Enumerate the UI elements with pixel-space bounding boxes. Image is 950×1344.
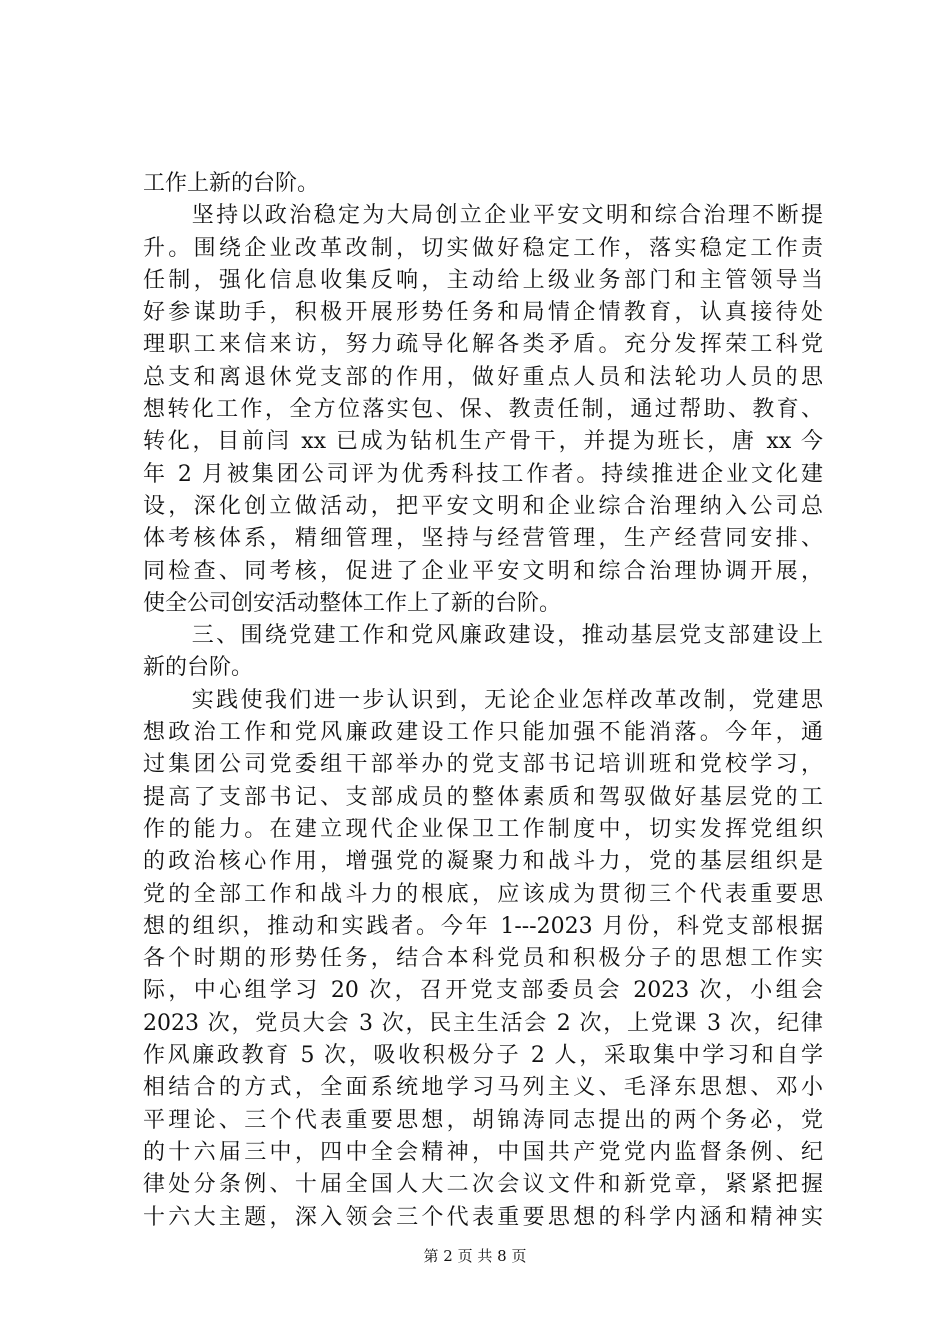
text-line: 实践使我们进一步认识到，无论企业怎样改革改制，党建思: [143, 687, 823, 713]
text-line: 党的全部工作和战斗力的根底，应该成为贯彻三个代表重要思: [143, 881, 823, 907]
text-line: 提高了支部书记、支部成员的整体素质和驾驭做好基层党的工: [143, 784, 823, 810]
text-line: 作风廉政教育 5 次，吸收积极分子 2 人，采取集中学习和自学: [143, 1043, 823, 1069]
text-line: 平理论、三个代表重要思想，胡锦涛同志提出的两个务必，党: [143, 1107, 823, 1133]
text-line: 工作上新的台阶。: [143, 171, 320, 196]
text-line: 年 2 月被集团公司评为优秀科技工作者。持续推进企业文化建: [143, 461, 823, 487]
text-line: 律处分条例、十届全国人大二次会议文件和新党章，紧紧把握: [143, 1172, 823, 1198]
text-line: 作的能力。在建立现代企业保卫工作制度中，切实发挥党组织: [143, 816, 823, 842]
text-line: 相结合的方式，全面系统地学习马列主义、毛泽东思想、邓小: [143, 1075, 823, 1101]
text-line: 的十六届三中，四中全会精神，中国共产党党内监督条例、纪: [143, 1139, 823, 1165]
text-line: 任制，强化信息收集反响，主动给上级业务部门和主管领导当: [143, 267, 823, 293]
text-line: 新的台阶。: [143, 655, 254, 681]
page-footer: 第 2 页 共 8 页: [423, 1247, 527, 1265]
text-line: 总支和离退休党支部的作用，做好重点人员和法轮功人员的思: [143, 364, 823, 390]
text-line: 好参谋助手，积极开展形势任务和局情企情教育，认真接待处: [143, 300, 823, 326]
text-line: 想转化工作，全方位落实包、保、教责任制，通过帮助、教育、: [143, 397, 823, 423]
text-line: 过集团公司党委组干部举办的党支部书记培训班和党校学习，: [143, 752, 823, 778]
document-body: [143, 168, 823, 1234]
text-line: 想政治工作和党风廉政建设工作只能加强不能消落。今年，通: [143, 720, 823, 746]
text-line: 想的组织，推动和实践者。今年 1---2023 月份，科党支部根据: [143, 913, 823, 939]
text-line: 使全公司创安活动整体工作上了新的台阶。: [143, 590, 562, 616]
text-line: 坚持以政治稳定为大局创立企业平安文明和综合治理不断提: [143, 203, 823, 229]
text-line: 理职工来信来访，努力疏导化解各类矛盾。充分发挥荣工科党: [143, 332, 823, 358]
text-line: 十六大主题，深入领会三个代表重要思想的科学内涵和精神实: [143, 1204, 823, 1230]
text-line: 际，中心组学习 20 次，召开党支部委员会 2023 次，小组会: [143, 978, 823, 1004]
text-line: 转化，目前闫 xx 已成为钻机生产骨干，并提为班长，唐 xx 今: [143, 429, 823, 455]
text-line: 体考核体系，精细管理，坚持与经营管理，生产经营同安排、: [143, 526, 823, 552]
text-line: 各个时期的形势任务，结合本科党员和积极分子的思想工作实: [143, 946, 823, 972]
text-line: 的政治核心作用，增强党的凝聚力和战斗力，党的基层组织是: [143, 849, 823, 875]
text-line: 同检查、同考核，促进了企业平安文明和综合治理协调开展，: [143, 558, 823, 584]
text-line: 设，深化创立做活动，把平安文明和企业综合治理纳入公司总: [143, 493, 823, 519]
text-line: 升。围绕企业改革改制，切实做好稳定工作，落实稳定工作责: [143, 235, 823, 261]
text-line: 2023 次，党员大会 3 次，民主生活会 2 次，上党课 3 次，纪律: [143, 1010, 823, 1036]
text-line: 三、围绕党建工作和党风廉政建设，推动基层党支部建设上: [143, 623, 823, 649]
